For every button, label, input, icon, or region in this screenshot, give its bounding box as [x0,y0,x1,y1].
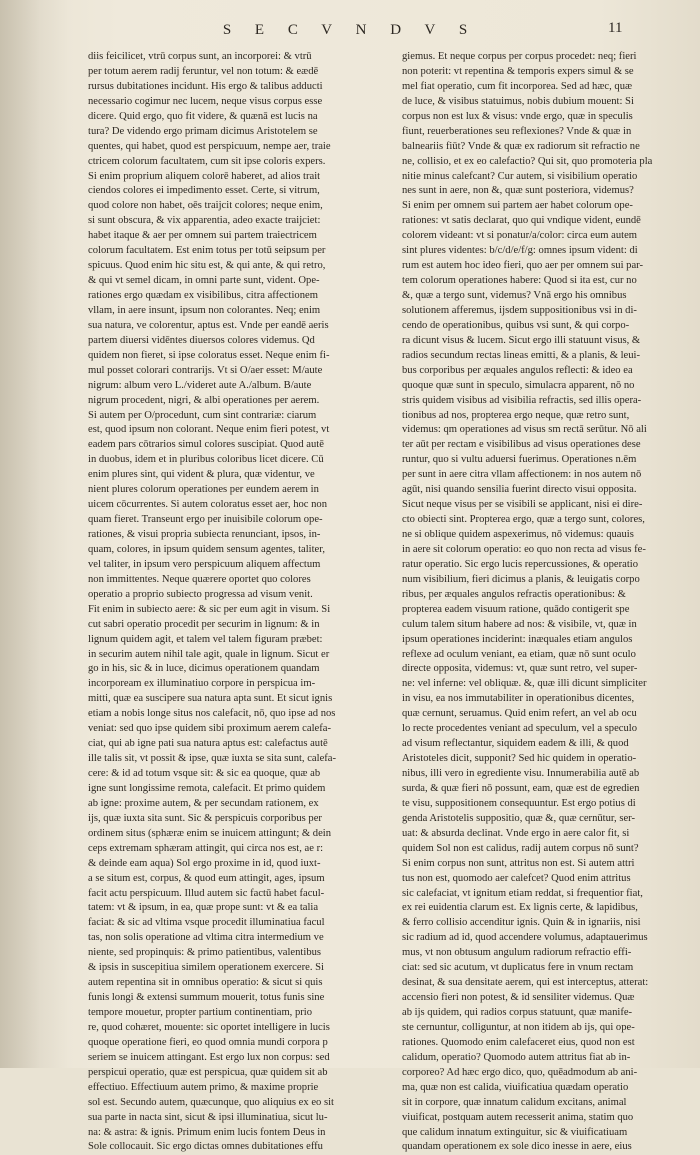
text-line: & deinde eam aqua) Sol ergo proxime in id, quod iuxt- [88,857,321,869]
text-line: cto obiecti sint. Propterea ergo, quæ a tergo sunt, colores, [402,514,645,526]
text-line: tionibus ad nos, propterea ergo neque, quæ retro sunt, [402,409,630,421]
text-line: tus non est, quomodo aer calefcet? Quod enim attritus [402,872,631,884]
text-line: quoque operatione fieri, eo quod omnia mundi corpora p [88,1036,328,1048]
text-line: de luce, & visibus statuimus, nobis dubium mouent: Si [402,95,634,107]
text-line: seriem se inuicem attingant. Est ergo lux non corpus: sed [88,1051,330,1063]
text-line: sua natura, ve colorentur, aptus est. Vnde per eandē aeris [88,319,329,331]
text-line: quoque quæ sunt in speculo, simulacra apparent, nō no [402,379,635,391]
text-line: perspicui operatio, quæ est perspicua, quæ quidem sit ab [88,1066,328,1078]
text-line: ne si oblique quidem aspexerimus, nō videmus: quauis [402,529,634,540]
text-column-left [88,50,380,1155]
text-line: solutionem afferemus, ijsdem suppositionibus vsi in di- [402,304,637,316]
text-line: nes sunt in aere, non &, quæ sunt posteriora, videmus? [402,185,634,197]
text-line: ijs, quæ iuxta sita sunt. Sic & perspicuis corporibus per [88,812,322,824]
text-line: na: & astra: & ignis. Primum enim lucis fontem Deus in [88,1126,326,1138]
text-line: Fit enim in subiecto aere: & sic per eum agit in visum. Si [88,603,331,615]
text-line: in visu, ea nos immutabiliter in operationibus dicentes, [402,693,635,705]
text-line: non immittentes. Neque quærere oportet quo colores [88,573,311,585]
text-line: quam, colores, in ipsum quidem sensum agentes, taliter, [88,543,326,555]
text-line: Sole collocauit. Sic ergo dictas omnes dubitationes effu [88,1141,323,1153]
text-line: dicere. Quid ergo, quo fit videre, & quænā est lucis na [88,110,318,122]
text-line: Sicut neque visus per se visibili se applicant, nisi ei dire- [402,499,643,511]
text-line: si sunt obscura, & vix apparentia, adeo exacte traijciet: [88,215,321,227]
text-line: cendo de operationibus, quibus vsi sunt, & qui corpo- [402,319,630,331]
text-line: quandam operationem ex sole dico inesse in aere, eius [402,1141,632,1153]
text-line: Si enim proprium aliquem colorē haberet, ad alios trait [88,170,321,182]
text-line: autem repentina sit in omnibus operatio: & sicut si quis [88,977,323,989]
text-line: quod colore non habet, oēs traijcit colores; neque enim, [88,200,323,212]
text-line: ex rei euidentia clarum est. Ex lignis certe, & lapidibus, [402,902,638,914]
text-line: sint plures videntes: b/c/d/e/f/g: omnes ipsum vident: di [402,245,638,257]
text-line: genda Aristotelis suppositio, quæ &, quæ cernūtur, ser- [402,812,635,824]
text-line: ste cernuntur, colliguntur, at non itidem ab ijs, qui ope- [402,1021,635,1033]
text-line: tempore mouetur, propter partium continentiam, prio [88,1007,313,1018]
text-line: propterea eadem visuum ratione, quādo contigerit spe [402,603,630,615]
text-line: mel fiat operatio, cum fit incorporea. Sed ad hæc, quæ [402,80,633,92]
text-line: videmus: qm operationes ad visus sm rectā serūtur. Nō ali [402,424,647,436]
text-line: necessario cogimur nec lucem, neque visus corpus esse [88,95,323,107]
text-line: runtur, quo si vultu aduersi fuerimus. Operationes n.ēm [402,454,637,466]
text-line: mus, vt non obtusum angulum radiorum refractio effi- [402,947,632,959]
text-line: Aristoteles dicit, supponit? Sed hic quidem in operatio- [402,753,637,765]
text-line: & ipsis in suscepitiua similem operationem exercere. Si [88,962,324,974]
text-line: est, quod ipsum non colorant. Neque enim fieri potest, vt [88,424,330,436]
text-line: sic radium ad id, quod accendere volumus, adaptauerimus [402,932,648,944]
text-line: ctricem colorum facultatem, cum sit ipse coloris expers. [88,155,326,167]
text-line: cut sabri operatio procedit per securim in lignum: & in [88,618,320,630]
text-line: tas, non solis operatione ad vltima citra intermedium ve [88,932,324,944]
text-line: spicuus. Quod enim hic situ est, & qui ante, & qui retro, [88,260,326,272]
text-line: que calidum innatum extinguitur, sic & viuificatiuam [402,1126,628,1138]
text-line: ciat: sed sic acutum, vt duplicatus fere in vnum rectam [402,962,634,974]
text-line: sic calefaciat, vt ignitum etiam reddat, si frequentior fiat, [402,887,643,899]
text-line: ipsum operationes inciderint: inæquales etiam angulos [402,633,633,645]
text-line: uicem cōcurrentes. Si autem coloratus esset aer, hoc non [88,499,328,511]
text-line: vel taliter, in ipsum vero perspicuum aliquem affectum [88,558,321,570]
text-line: desinat, & sua densitate aerem, qui est interceptus, atterat: [402,977,649,989]
text-line: in aere sit colorum operatio: eo quo non recta ad visus fe- [402,543,646,555]
text-line: te visu, suppositionem consequuntur. Est ergo potius di [402,797,636,809]
text-line: effectiuo. Effectiuum autem primo, & maxime proprie [88,1081,319,1093]
text-line: faciat: & sic ad vltima vsque procedit illuminatiua facul [88,917,325,929]
text-line: reflexe ad oculum veniant, ea etiam, quæ nō sunt oculo [402,648,636,660]
text-line: colorum facultatem. Est enim totus per totū seipsum per [88,245,326,257]
text-line: ne, collisio, et ex eo calefactio? Qui sit, quo promoteria pla [402,155,653,167]
text-line: nigrum procedent, nigri, & albi operationes per aerem. [88,394,320,406]
text-line: viuificat, postquam autem recesserit anima, statim quo [402,1111,634,1123]
text-line: etiam a nobis longe situs nos calefacit, nō, quo ipse ad nos [88,708,336,720]
text-line: ad visum reflectantur, siquidem eadem & illi, & quod [402,738,629,750]
text-line: ceps extremam sphæram attingit, qui circa nos est, ae r: [88,842,324,854]
text-line: num visibilium, fieri dicimus a planis, & leuigatis corpo [402,573,640,585]
running-title: S E C V N D V S [222,22,478,38]
text-line: Si enim per omnem sui partem aer habet colorum ope- [402,200,633,212]
text-line: &, quæ a tergo sunt, videmus? Vnā ergo his omnibus [402,290,627,301]
text-line: corporeo? Ad hæc ergo dico, quo, quēadmodum ab ani- [402,1066,638,1078]
text-line: radios secundum rectas lineas emitti, & a planis, & leui- [402,349,641,361]
text-line: accensio fieri non potest, & id sensiliter videmus. Quæ [402,992,635,1004]
text-line: & qui vt semel dicam, in omni parte sunt, vident. Ope- [88,275,320,287]
text-line: operatio a proprio subiecto progressa ad visum venit. [88,588,313,600]
text-line: per totum aerem radij feruntur, vel non totum: & eædē [88,65,319,77]
text-line: sit in corpore, quæ innatum calidum excitans, animal [402,1096,627,1108]
text-line: rationes, & visui propria subiecta renunciant, ipsos, in- [88,529,321,540]
text-line: quidem non fieret, si ipse coloratus esset. Neque enim fi- [88,349,330,361]
text-line: facit actu perspicuum. Illud autem sic factū habet facul- [88,887,325,899]
text-line: giemus. Et neque corpus per corpus procedet: neq; fieri [402,51,637,62]
text-line: calidum, operatio? Quomodo autem attritus fiat ab in- [402,1051,631,1063]
text-line: ab igne: proxime autem, & per secundam rationem, ex [88,797,319,809]
text-line: colorem videant: vt si ponatur/a/color: circa eum autem [402,230,638,242]
text-line: ciendos colores ei impedimento esset. Certe, si vitrum, [88,185,320,197]
text-line: per sunt in aere citra vllam affectionem: in nos autem nō [402,469,642,481]
text-line: nient plures colorum operationes per eundem aerem in [88,484,319,496]
text-line: funis longi & extensi summum mouerit, totus funis sine [88,992,325,1004]
text-line: a se situm est, corpus, & quod eum attingit, ages, ipsum [88,872,325,884]
text-line: lo recte procedentes veniant ad speculum, vel a speculo [402,723,638,735]
text-line: lignum quidem agit, et talem vel talem figuram præbet: [88,633,323,645]
text-line: surda, & quæ fieri nō possunt, eam, quæ est de egredien [402,782,640,794]
text-line: bus corporibus per æquales angulos reflecti: & ideo ea [402,364,633,376]
text-line: ordinem situs (sphæræ enim se inuicem attingunt; & dein [88,827,332,839]
text-line: rationes: vt satis declarat, quo qui vndique vident, eundē [402,215,641,227]
text-line: cere: & id ad totum vsque sit: & sic ea quoque, quæ ab [88,768,321,779]
text-line: incorpoream ex illuminatiuo corpore in perspicua im- [88,678,316,690]
text-line: quam fieret. Transeunt ergo per inuisibile colorum ope- [88,514,323,526]
text-line: fiunt, reuerberationes seu reflexiones? Vnde & quæ in [402,125,632,137]
text-line: nitie minus calefcant? Cur autem, si visibilium operatio [402,170,638,182]
text-line: & ferro collisio accenditur ignis. Quin & in ignariis, nisi [402,917,641,929]
text-line: ciat, qui ab igne pati sua natura aptus est: calefactus autē [88,738,328,750]
text-line: diis feicilicet, vtrū corpus sunt, an incorporei: & vtrū [88,51,312,62]
text-line: culum talem situm habere ad nos: & visibile, vt, quæ in [402,618,637,630]
text-line: quidem Sol non est calidus, radij autem corpus nō sunt? [402,842,639,854]
text-line: balneariis fiūt? Vnde & quæ ex radiorum sit refractio ne [402,140,640,152]
text-line: ma, quæ non est calida, viuificatiua quædam operatio [402,1081,629,1093]
text-line: ratur operatio. Sic ergo lucis repercussiones, & operatio [402,558,639,570]
text-line: habet itaque & aer per omnem sui partem traiectricem [88,230,317,242]
text-line: sol est. Secundo autem, quæcunque, quo aliquius ex eo sit [88,1096,334,1108]
text-line: ab ijs quidem, qui radios corpus statuunt, quæ manife- [402,1007,633,1018]
text-line: directe opposita, videmus: vt, quæ sunt retro, vel super- [402,663,638,675]
text-line: ille talis sit, vt possit & ipse, quæ iuxta se sita sunt, calefa- [88,753,337,765]
text-line: rationes. Quomodo enim calefaceret eius, quod non est [402,1036,635,1048]
text-line: Si autem per O/procedunt, cum sint contrariæ: ciarum [88,409,317,421]
page-gutter-shadow [0,0,70,1068]
text-line: niente, sed propinquis: & primo patientibus, valentibus [88,947,322,959]
text-line: in duobus, idem et in pluribus coloribus licet dicere. Cū [88,454,324,466]
text-line: quentes, qui habet, quod est perspicuum, nempe aer, traie [88,140,331,152]
text-line: stris quidem visibus ad visibilia refractis, sed illis opera- [402,394,642,406]
text-line: eadem pars cōtrarios simul colores suscipiat. Quod autē [88,439,324,451]
text-line: uat: & absurda declinat. Vnde ergo in aere calor fit, si [402,827,630,839]
text-line: sua parte in nacta sint, sicut & ipsi illuminatiua, sicut lu- [88,1111,328,1123]
text-line: corpus non est lux & visus: vnde ergo, quæ in speculis [402,110,633,122]
text-line: ne: vel inferne: vel obliquæ. &, quæ illi dicunt simpliciter [402,678,647,690]
text-line: tura? De videndo ergo primam dicimus Aristotelem se [88,125,318,137]
text-line: quæ cernunt, seruamus. Quid enim refert, an vel ab ocu [402,708,637,720]
text-line: rationes ergo quædam ex visibilibus, citra affectionem [88,290,318,301]
text-line: tatem: vt & ipsum, in ea, quæ prope sunt: vt & ea talia [88,902,319,914]
folio-number: 11 [608,20,623,36]
text-column-right [402,50,694,1155]
text-line: go in his, sic & in luce, dicimus operationem quandam [88,663,320,675]
text-line: rum est autem hoc ideo fieri, quo aer per omnem sui par- [402,260,644,272]
text-line: non poterit: vt repentina & temporis expers simul & se [402,65,634,77]
text-line: mitti, quæ ea suscipere sua natura apta sunt. Et sicut ignis [88,693,333,705]
text-line: nigrum: album vero L./videret aute A./album. B/aute [88,379,312,391]
text-line: igne sunt longissime remota, calefacit. Et primo quidem [88,782,326,794]
text-line: ra dicunt visus & lucem. Sicut ergo illi statuunt visus, & [402,334,641,346]
text-line: in securim autem nihil tale agit, quale in lignum. Sicut er [88,648,330,660]
text-line: rursus dubitationes incidunt. His ergo & talibus adducti [88,80,323,92]
text-line: veniat: sed quo ipse quidem sibi proximum aerem calefa- [88,723,331,735]
text-line: ter aūt per rectam e visibilibus ad visus operationes dese [402,439,641,451]
text-line: agūt, nisi quando sensilia fuerint directo visui opposita. [402,484,637,496]
text-line: vllam, in aere insunt, ipsum non colorantes. Neq; enim [88,304,321,316]
text-line: mul posset colorari contrarijs. Vt si O/aer esset: M/aute [88,364,323,376]
text-line: nibus, illi vero in egrediente visu. Innumerabilia autē ab [402,768,640,779]
text-line: tem colorum operationes habere: Quod si ita est, cur no [402,275,637,287]
text-line: Si enim corpus non sunt, attritus non est. Si autem attri [402,857,635,869]
text-line: ribus, per æquales angulos refractis operationibus: & [402,588,626,600]
text-line: partem diuersi vidēntes diuersos colores videmus. Qd [88,334,315,346]
text-line: enim plures sint, qui vident & plura, quæ videntur, ve [88,469,315,481]
text-line: re, quod cohæret, mouente: sic oportet intelligere in lucis [88,1021,330,1033]
